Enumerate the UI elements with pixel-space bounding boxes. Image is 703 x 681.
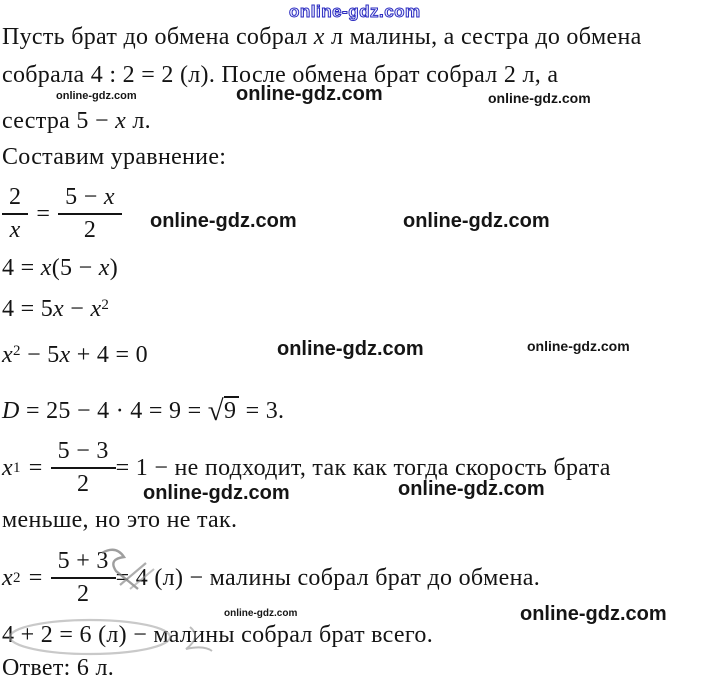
text-run: л. [126, 108, 151, 134]
equals-sign: = [28, 564, 43, 591]
setup-heading [2, 144, 226, 171]
math-var-d: D [2, 398, 20, 424]
text-run: 4 = 5 [2, 296, 54, 322]
text-run: ) [109, 255, 118, 281]
text-run: = 4 (л) − малины собрал брат до обмена. [115, 564, 541, 591]
math-var-x: x [115, 108, 127, 134]
equation-proportion [2, 184, 122, 244]
watermark-outline-top: online-gdz.com [289, 2, 421, 21]
equation-expanded-2 [2, 296, 109, 323]
text-run: собрала 4 : 2 = 2 (л). После обмена брат собрал 2 л, а [2, 62, 559, 88]
denominator: 2 [76, 581, 90, 607]
equation-root-1: x 1 = $\frac{5 - 3}{2}$ = 1 − не подходит, так как тогда скорость брата [2, 438, 611, 497]
text-run: = 1 − не подходит, так как тогда скорость брата [115, 454, 611, 481]
denominator: x [9, 217, 21, 243]
paragraph-line-3 [2, 108, 151, 135]
equation-total [2, 622, 433, 649]
equation-discriminant [2, 395, 285, 427]
math-var-x: x [2, 342, 13, 368]
fraction [51, 438, 116, 498]
denominator: 2 [76, 471, 90, 497]
equation-quadratic [2, 342, 148, 369]
fraction [2, 184, 28, 244]
numerator: 5 − 3 [51, 438, 116, 469]
paragraph-line-2 [2, 62, 558, 89]
text-run: сестра 5 − [2, 108, 116, 134]
text-run: = 25 − 4 · 4 = 9 = [19, 398, 208, 424]
fraction [58, 184, 122, 244]
watermark: online-gdz.com [488, 90, 591, 106]
text-run: л малины, а сестра до обмена [324, 24, 642, 50]
math-var-x: x [313, 24, 325, 50]
math-var-x: x [90, 296, 102, 322]
math-var-x: x [98, 255, 110, 281]
watermark: online-gdz.com [224, 608, 298, 619]
math-var-x: x [40, 255, 52, 281]
text-run: = 3. [239, 398, 285, 424]
answer-line [2, 655, 114, 681]
numerator: 2 [2, 184, 28, 215]
math-var-x: x [2, 454, 13, 481]
radicand: 9 [224, 396, 239, 424]
denominator: 2 [83, 217, 97, 243]
text-run: Ответ: 6 л. [2, 655, 115, 681]
text-run: (5 − [51, 255, 99, 281]
text-run: − 5 [20, 342, 60, 368]
math-var-x: x [53, 296, 64, 322]
continuation-line [2, 507, 237, 534]
text-run: меньше, но это не так. [2, 507, 238, 533]
watermark: online-gdz.com [520, 603, 667, 625]
watermark: online-gdz.com [277, 338, 424, 360]
text-run: − [64, 296, 91, 322]
math-var-x: x [103, 184, 115, 210]
text-run: Пусть брат до обмена собрал [2, 24, 314, 50]
radical-sign: √ [207, 395, 224, 427]
watermark: online-gdz.com [143, 482, 290, 504]
text-run: 4 + 2 = 6 (л) − малины собрал брат всего. [2, 622, 434, 648]
watermark: online-gdz.com [150, 210, 297, 232]
math-var-x: x [2, 564, 13, 591]
watermark: online-gdz.com [398, 478, 545, 500]
text-run: + 4 = 0 [70, 342, 148, 368]
equals-sign: = [36, 200, 51, 227]
exponent: 2 [12, 343, 21, 359]
watermark: online-gdz.com [403, 210, 550, 232]
numerator: 5 + 3 [51, 548, 116, 579]
equation-root-2: x 2 = $\frac{5 + 3}{2}$ = 4 (л) − малины собрал брат до обмена. [2, 548, 541, 607]
exponent: 2 [101, 297, 110, 313]
watermark: online-gdz.com [236, 83, 383, 105]
fraction [51, 548, 116, 608]
text-run: 4 = [2, 255, 41, 281]
equation-expanded-1 [2, 255, 118, 282]
equals-sign: = [28, 454, 43, 481]
numerator [58, 184, 122, 215]
paragraph-line-1 [2, 24, 642, 51]
math-var-x: x [59, 342, 71, 368]
watermark: online-gdz.com [527, 338, 630, 354]
watermark: online-gdz.com [56, 90, 137, 102]
text-run: Составим уравнение: [2, 144, 227, 170]
text-run: 5 − [65, 184, 104, 210]
